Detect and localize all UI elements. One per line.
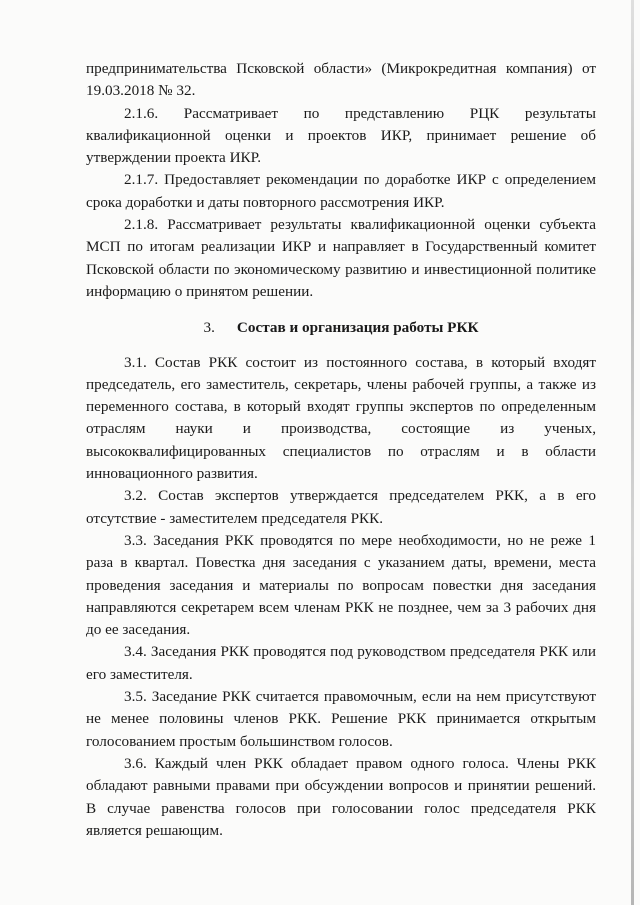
paragraph-3-3: 3.3. Заседания РКК проводятся по мере необходимости, но не реже 1 раза в квартал. Повестка дня заседания с указанием даты, времени, места проведения заседания и материалы по вопросам повестки дня заседания направляются секретарем всем членам РКК не позднее, чем за 3 рабочих дня до ее заседания. [86,531,596,639]
section-heading [86,317,596,339]
paragraph-2-1-7: 2.1.7. Предоставляет рекомендации по доработке ИКР с определением срока доработки и даты повторного рассмотрения ИКР. [86,171,596,211]
section-number: 3. [203,319,215,337]
paragraph-2-1-6: 2.1.6. Рассматривает по представлению РЦК результаты квалификационной оценки и проектов ИКР, принимает решение об утверждении проекта ИКР. [86,104,596,167]
paragraph-3-1: 3.1. Состав РКК состоит из постоянного состава, в который входят председатель, его заместитель, секретарь, члены рабочей группы, а также из переменного состава, в который входят группы экспертов по определенным отраслям науки и производства, состоящие из ученых, высококвалифицированных специалистов по отраслям и в области инновационного развития. [86,353,596,483]
paragraph-2-1-8: 2.1.8. Рассматривает результаты квалификационной оценки субъекта МСП по итогам реализации ИКР и направляет в Государственный комитет Псковской области по экономическому развитию и инвестиционной политике информацию о принятом решении. [86,216,596,300]
paragraph-3-4: 3.4. Заседания РКК проводятся под руководством председателя РКК или его заместителя. [86,643,596,683]
section-title: Состав и организация работы РКК [236,319,479,337]
paragraph-3-5: 3.5. Заседание РКК считается правомочным, если на нем присутствуют не менее половины членов РКК. Решение РКК принимается открытым голосованием простым большинством голосов. [86,688,596,750]
scan-edge-shadow [631,0,634,905]
paragraph-3-6: 3.6. Каждый член РКК обладает правом одного голоса. Члены РКК обладают равными правами при обсуждении вопросов и принятии решений. В случае равенства голосов при голосовании голос председателя РКК является решающим. [86,754,596,839]
paragraph-3-2: 3.2. Состав экспертов утверждается председателем РКК, а в его отсутствие - заместителем председателя РКК. [86,487,596,527]
document-page [86,58,596,842]
paragraph-continuation: предпринимательства Псковской области» (Микрокредитная компания) от 19.03.2018 № 32. [86,60,596,100]
